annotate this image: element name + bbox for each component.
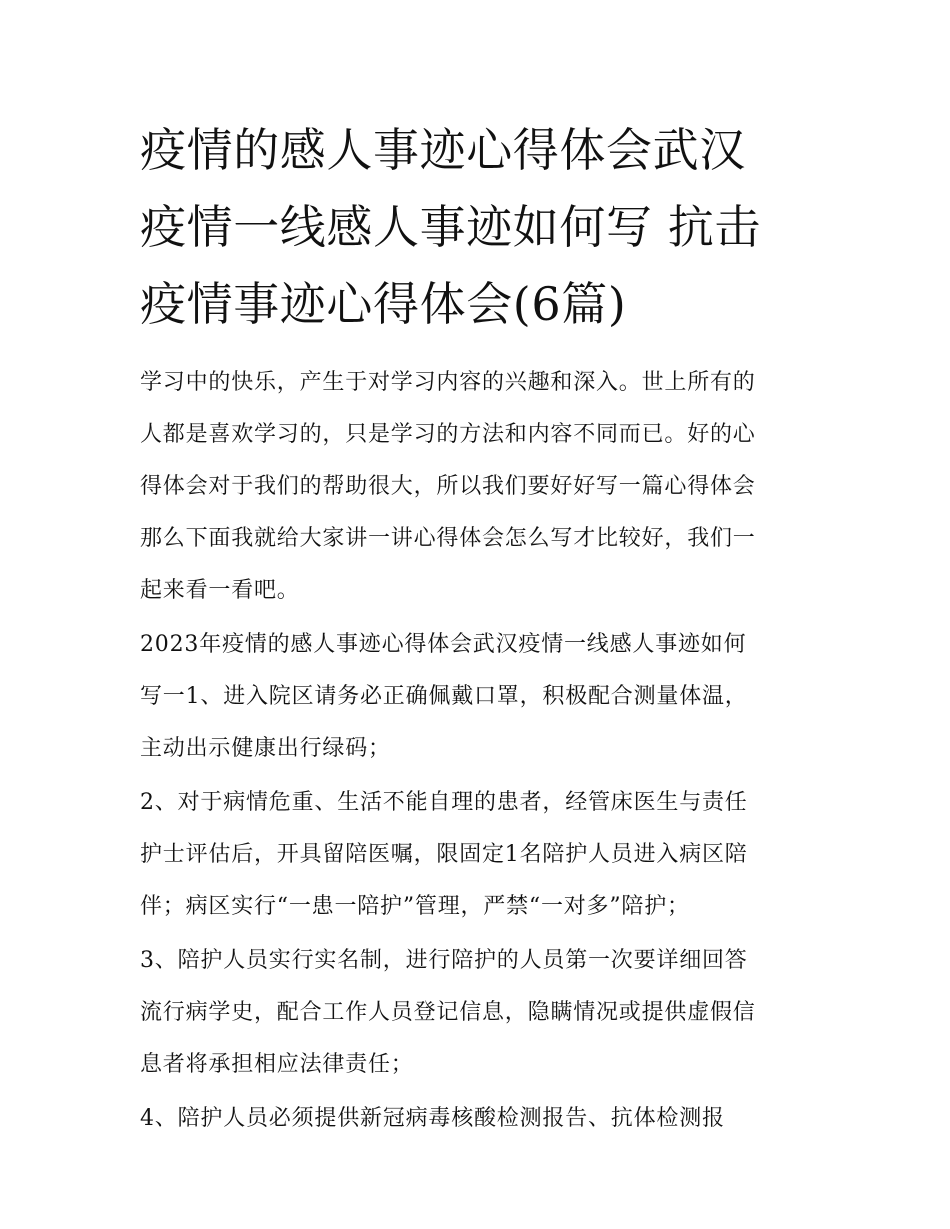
item-3-paragraph — [140, 935, 812, 1091]
paragraph-line: 人都是喜欢学习的，只是学习的方法和内容不同而已。好的心 — [140, 422, 756, 447]
paragraph-line: 护士评估后，开具留陪医嘱，限固定1名陪护人员进入病区陪 — [140, 842, 748, 867]
item-1-paragraph — [140, 619, 812, 775]
title-line: 疫情事迹心得体会(6篇) — [140, 277, 627, 331]
document-content — [140, 112, 812, 1147]
paragraph-line: 2、对于病情危重、生活不能自理的患者，经管床医生与责任 — [140, 790, 748, 815]
intro-paragraph — [140, 357, 812, 617]
paragraph-line: 写一1、进入院区请务必正确佩戴口罩，积极配合测量体温， — [140, 684, 748, 709]
title-line: 疫情一线感人事迹如何写 抗击 — [140, 200, 762, 254]
title-line: 疫情的感人事迹心得体会武汉 — [140, 123, 746, 177]
document-title — [140, 112, 812, 343]
paragraph-line: 学习中的快乐，产生于对学习内容的兴趣和深入。世上所有的 — [140, 370, 756, 395]
paragraph-line: 流行病学史，配合工作人员登记信息，隐瞒情况或提供虚假信 — [140, 1000, 756, 1025]
paragraph-line: 3、陪护人员实行实名制，进行陪护的人员第一次要详细回答 — [140, 948, 748, 973]
paragraph-line: 主动出示健康出行绿码； — [140, 736, 391, 761]
paragraph-line: 2023年疫情的感人事迹心得体会武汉疫情一线感人事迹如何 — [140, 632, 747, 657]
item-4-paragraph — [140, 1093, 812, 1145]
paragraph-line: 4、陪护人员必须提供新冠病毒核酸检测报告、抗体检测报 — [140, 1106, 725, 1131]
paragraph-line: 伴；病区实行“一患一陪护”管理，严禁“一对多”陪护； — [140, 894, 690, 919]
paragraph-line: 息者将承担相应法律责任； — [140, 1052, 414, 1077]
paragraph-line: 起来看一看吧。 — [140, 578, 300, 603]
paragraph-line: 得体会对于我们的帮助很大，所以我们要好好写一篇心得体会 — [140, 474, 756, 499]
paragraph-line: 那么下面我就给大家讲一讲心得体会怎么写才比较好，我们一 — [140, 526, 756, 551]
item-2-paragraph — [140, 777, 812, 933]
